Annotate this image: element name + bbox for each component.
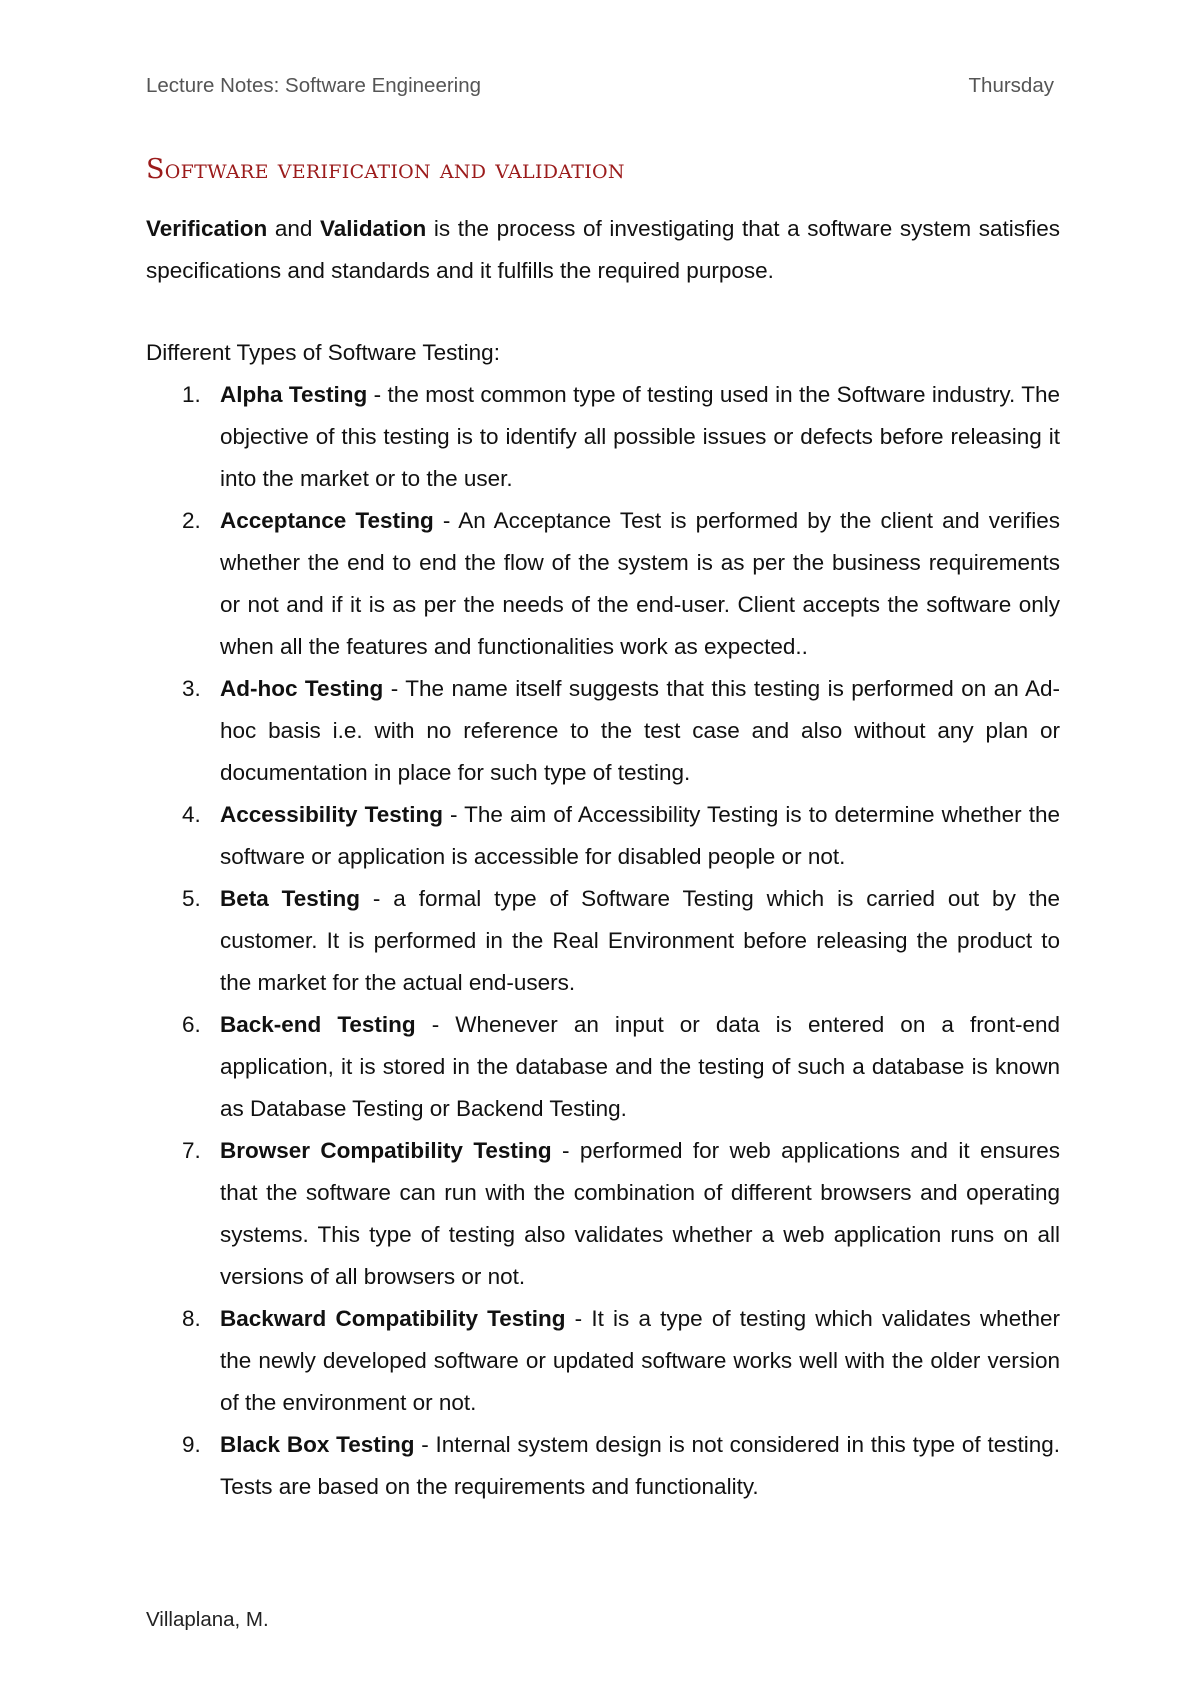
list-item	[146, 1004, 1060, 1130]
item-term: Backward Compatibility Testing	[220, 1306, 566, 1331]
item-number: 5.	[182, 886, 201, 911]
item-description: - Internal system design is not considered in this type of testing. Tests are based on the requirements and functionality.	[220, 1432, 1060, 1499]
item-number: 2.	[182, 508, 201, 533]
item-description: - The name itself suggests that this testing is performed on an Ad-hoc basis i.e. with no reference to the test case and also without any plan or documentation in place for such type of testing.	[220, 676, 1060, 785]
intro-term-validation: Validation	[320, 216, 427, 241]
list-item	[146, 500, 1060, 668]
list-item	[146, 374, 1060, 500]
item-term: Accessibility Testing	[220, 802, 443, 827]
item-number: 6.	[182, 1012, 201, 1037]
item-term: Ad-hoc Testing	[220, 676, 384, 701]
item-description: - It is a type of testing which validates whether the newly developed software or updated software works well with the older version of the environment or not.	[220, 1306, 1060, 1415]
item-number: 3.	[182, 676, 201, 701]
testing-types-list	[146, 374, 1060, 1508]
item-number: 7.	[182, 1138, 201, 1163]
list-heading: Different Types of Software Testing:	[146, 340, 500, 365]
intro-text: is the process of investigating that a software system satisfies specifications and standards and it fulfills the required purpose.	[146, 216, 1061, 283]
item-number: 8.	[182, 1306, 201, 1331]
list-item	[146, 878, 1060, 1004]
page-footer	[146, 1608, 269, 1632]
list-item	[146, 1298, 1060, 1424]
item-term: Browser Compatibility Testing	[220, 1138, 552, 1163]
list-item	[146, 668, 1060, 794]
item-term: Back-end Testing	[220, 1012, 416, 1037]
item-description: - a formal type of Software Testing which is carried out by the customer. It is performed in the Real Environment before releasing the product to the market for the actual end-users.	[220, 886, 1060, 995]
header-course-title: Lecture Notes: Software Engineering	[146, 74, 482, 97]
item-description: - Whenever an input or data is entered on a front-end application, it is stored in the database and the testing of such a database is known as Database Testing or Backend Testing.	[220, 1012, 1060, 1121]
item-term: Alpha Testing	[220, 382, 368, 407]
item-number: 1.	[182, 382, 201, 407]
list-item	[146, 1130, 1060, 1298]
list-item	[146, 1424, 1060, 1508]
footer-author: Villaplana, M.	[146, 1608, 269, 1631]
item-number: 4.	[182, 802, 201, 827]
intro-paragraph	[146, 208, 1060, 292]
intro-joiner: and	[267, 216, 321, 241]
list-item	[146, 794, 1060, 878]
item-term: Acceptance Testing	[220, 508, 434, 533]
header-day: Thursday	[968, 74, 1054, 97]
item-description: - the most common type of testing used in the Software industry. The objective of this testing is to identify all possible issues or defects before releasing it into the market or to the user.	[220, 382, 1060, 491]
page-header	[146, 74, 1054, 98]
item-term: Black Box Testing	[220, 1432, 415, 1457]
item-description: - performed for web applications and it ensures that the software can run with the combination of different browsers and operating systems. This type of testing also validates whether a web application runs on all versions of all browsers or not.	[220, 1138, 1061, 1289]
item-description: - An Acceptance Test is performed by the client and verifies whether the end to end the flow of the system is as per the business requirements or not and if it is as per the needs of the end-user. Client accepts the software only when all the features and functionalities work as expected..	[220, 508, 1060, 659]
item-description: - The aim of Accessibility Testing is to determine whether the software or application is accessible for disabled people or not.	[220, 802, 1061, 869]
section-title: Software verification and validation	[146, 154, 625, 185]
page-content	[146, 150, 1060, 1508]
intro-term-verification: Verification	[146, 216, 268, 241]
item-term: Beta Testing	[220, 886, 360, 911]
item-number: 9.	[182, 1432, 201, 1457]
